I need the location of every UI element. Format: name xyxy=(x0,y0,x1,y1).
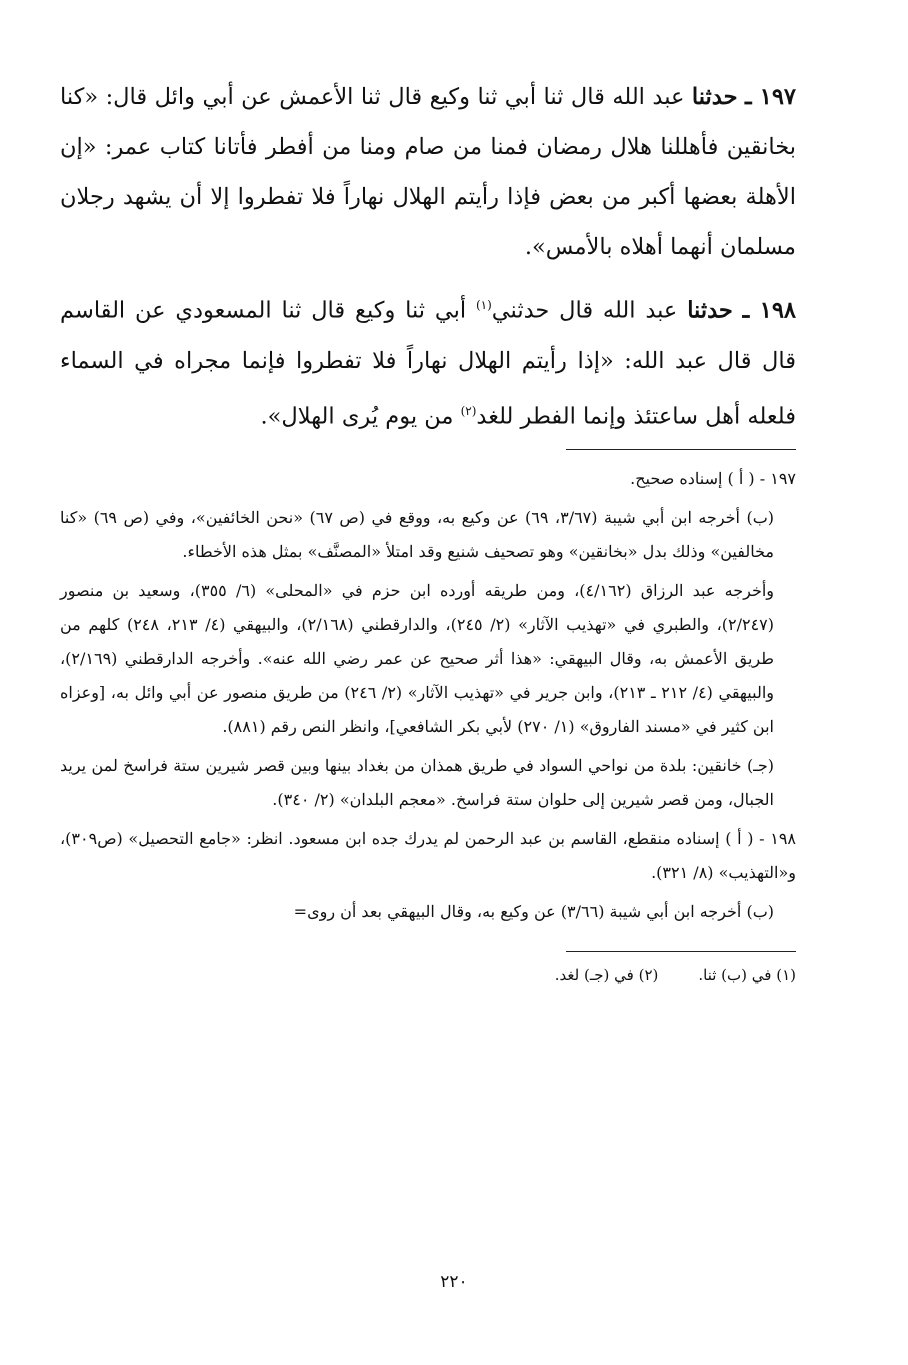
note-198b: (ب) أخرجه ابن أبي شيبة (٣/٦٦) عن وكيع به، وقال البيهقي بعد أن روى= xyxy=(293,902,774,921)
footnote-ref-2: (٢) xyxy=(460,403,477,418)
note-197a: ١٩٧ - ( أ ) إسناده صحيح. xyxy=(630,469,796,488)
footnote-1-number: (١) xyxy=(776,966,796,984)
footnote-ref-1: (١) xyxy=(475,298,492,312)
note-197c: (جـ) خانقين: بلدة من نواحي السواد في طريق همذان من بغداد بينها وبين قصر شيرين ستة فراسخ لمن يريد الجبال، ومن قصر شيرين إلى حلوان ستة فراسخ. «معجم البلدان» (٢/ ٣٤٠). xyxy=(60,756,774,809)
footnote-1 xyxy=(698,962,796,988)
footnote-2-text: في (جـ) لغد. xyxy=(554,966,634,984)
hadith-head-198: حدثنا xyxy=(687,297,733,324)
note-198a: ١٩٨ - ( أ ) إسناده منقطع، القاسم بن عبد الرحمن لم يدرك جده ابن مسعود. انظر: «جامع التحصيل» (ص٣٠٩)، و«التهذيب» (٨/ ٣٢١). xyxy=(60,829,796,882)
hadith-head-197: حدثنا xyxy=(691,84,738,110)
hadith-text-198-part3: من يوم يُرى الهلال». xyxy=(260,403,454,429)
main-text xyxy=(60,72,796,441)
paragraph-197 xyxy=(60,72,796,272)
hadith-text-197: عبد الله قال ثنا أبي ثنا وكيع قال ثنا الأعمش عن أبي وائل قال: «كنا بخانقين فأهللنا هلال رمضان فمنا من صام ومنا من أفطر فأتانا كتاب عمر: «إن الأهلة بعضها أكبر من بعض فإذا رأيتم الهلال نهاراً فلا تفطروا إلا أن يشهد رجلان مسلمان أنهما أهلاه بالأمس». xyxy=(60,84,796,260)
hadith-text-198-part2: أبي ثنا وكيع قال ثنا المسعودي عن القاسم قال قال عبد الله: «إذا رأيتم الهلال نهاراً فلا تفطروا فإنما مجراه في السماء فلعله أهل ساعتئذ وإنما الفطر للغد xyxy=(60,297,796,429)
note-197b: (ب) أخرجه ابن أبي شيبة (٣/٦٧، ٦٩) عن وكيع به، ووقع في (ص ٦٧) «نحن الخائفين»، وفي (ص ٦٩) «كنا مخالفين» وذلك بدل «بخانقين» وهو تصحيف شنيع وقد امتلأ «المصنَّف» بمثل هذه الأخطاء. xyxy=(60,508,775,561)
footnote-2 xyxy=(555,962,659,988)
note-197b-cont: وأخرجه عبد الرزاق (٤/١٦٢)، ومن طريقه أورده ابن حزم في «المحلى» (٦/ ٣٥٥)، وسعيد بن منصور (٢/٢٤٧)، والطبري في «تهذيب الآثار» (٢/ ٢٤٥)، والدارقطني (٢/١٦٨)، والبيهقي (٤/ ٢١٣، ٢٤٨) كلهم من طريق الأعمش به، وقال البيهقي: «هذا أثر صحيح عن عمر رضي الله عنه». وأخرجه الدارقطني (٢/١٦٩)، والبيهقي (٤/ ٢١٢ ـ ٢١٣)، وابن جرير في «تهذيب الآثار» (٢/ ٢٤٦) من طريق منصور عن أبي وائل به، [وعزاه ابن كثير في «مسند الفاروق» (١/ ٢٧٠) لأبي بكر الشافعي]، وانظر النص رقم (٨٨١). xyxy=(60,581,775,736)
paragraph-198 xyxy=(60,280,796,441)
page-body xyxy=(60,72,796,988)
page-number: ٢٢٠ xyxy=(440,1272,468,1292)
hadith-number-198: ١٩٨ ـ xyxy=(742,297,797,324)
commentary-notes xyxy=(60,462,796,929)
footnote-1-text: في (ب) ثنا. xyxy=(698,966,772,984)
footnotes xyxy=(60,962,796,988)
footnotes-separator xyxy=(566,951,796,952)
hadith-number-197: ١٩٧ ـ xyxy=(745,84,796,110)
footnote-2-number: (٢) xyxy=(638,966,659,984)
hadith-text-198-part1: عبد الله قال حدثني xyxy=(491,297,678,324)
notes-separator xyxy=(566,449,796,450)
